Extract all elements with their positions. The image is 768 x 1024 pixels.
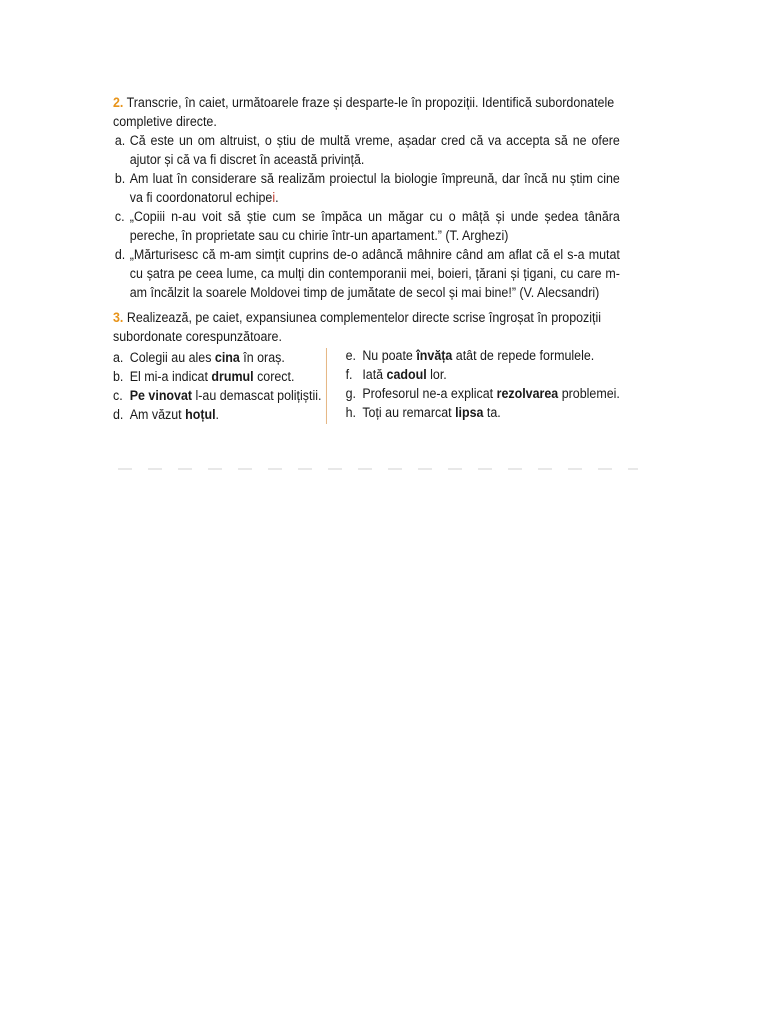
exercise-3-right-column xyxy=(327,346,620,424)
exercise-3-item-a xyxy=(113,348,326,367)
item-post: lor. xyxy=(426,367,447,382)
item-pre: Am văzut xyxy=(129,407,186,422)
exercise-3-item-h xyxy=(346,403,620,422)
item-bold: învăța xyxy=(416,348,453,363)
item-post: problemei. xyxy=(558,386,620,401)
exercise-2-instruction xyxy=(113,93,620,131)
exercise-content xyxy=(113,93,620,430)
item-post: l-au demascat polițiștii. xyxy=(192,388,322,403)
item-letter: f. xyxy=(345,367,353,382)
item-pre: Profesorul ne-a explicat xyxy=(362,386,497,401)
exercise-2-item-a xyxy=(113,131,620,169)
item-text: Am luat în considerare să realizăm proiectul la biologie împreună, dar încă nu știm cine va fi coordonatorul echipe xyxy=(129,171,620,205)
item-pre: El mi-a indicat xyxy=(129,369,212,384)
item-letter: h. xyxy=(345,405,356,420)
item-text-end: . xyxy=(275,190,279,205)
item-letter: a. xyxy=(113,350,124,365)
exercise-2-item-b xyxy=(113,169,620,207)
exercise-2-item-d xyxy=(113,245,620,302)
item-bold: cadoul xyxy=(386,367,427,382)
cropped-text-remnant xyxy=(118,468,638,470)
item-bold: Pe vinovat xyxy=(129,388,193,403)
item-bold: lipsa xyxy=(455,405,484,420)
exercise-3-item-b xyxy=(113,367,326,386)
item-pre: Toți au remarcat xyxy=(362,405,456,420)
exercise-3-item-f xyxy=(346,365,620,384)
exercise-3-columns xyxy=(113,346,620,424)
exercise-3-instruction xyxy=(113,308,620,346)
item-post: ta. xyxy=(483,405,501,420)
item-pre: Iată xyxy=(362,367,387,382)
item-letter: e. xyxy=(345,348,356,363)
item-letter: d. xyxy=(113,407,124,422)
item-bold: cina xyxy=(214,350,240,365)
item-letter: d. xyxy=(114,247,126,262)
item-text-highlight: i xyxy=(272,190,276,205)
exercise-2 xyxy=(113,93,620,302)
item-post: corect. xyxy=(253,369,295,384)
exercise-2-item-c xyxy=(113,207,620,245)
item-text: Că este un om altruist, o știu de multă vreme, așadar cred că va accepta să ne ofere ajutor și că va fi discret în această privință. xyxy=(129,133,620,167)
item-post: . xyxy=(215,407,220,422)
exercise-2-items xyxy=(113,131,620,302)
item-letter: a. xyxy=(114,133,126,148)
item-post: atât de repede formulele. xyxy=(452,348,595,363)
exercise-3-item-e xyxy=(346,346,620,365)
item-letter: g. xyxy=(345,386,356,401)
exercise-3-item-d xyxy=(113,405,326,424)
item-pre: Colegii au ales xyxy=(129,350,215,365)
item-letter: b. xyxy=(114,171,126,186)
item-bold: rezolvarea xyxy=(496,386,559,401)
item-letter: b. xyxy=(113,369,124,384)
item-bold: drumul xyxy=(211,369,254,384)
item-letter: c. xyxy=(114,209,125,224)
exercise-3-left-column xyxy=(113,348,327,424)
exercise-2-number: 2. xyxy=(113,95,124,110)
exercise-3 xyxy=(113,308,620,424)
exercise-3-item-g xyxy=(346,384,620,403)
exercise-3-instruction-text: Realizează, pe caiet, expansiunea complementelor directe scrise îngroșat în propoziții subordonate corespunzătoare. xyxy=(113,310,602,344)
exercise-3-item-c xyxy=(113,386,326,405)
item-text: „Mărturisesc că m-am simțit cuprins de-o adâncă mâhnire când am aflat că el s-a mutat cu șatra pe ceea lume, ca mulți din contemporanii mei, boieri, țărani și țigani, cu care m-am încălzit la soarele Moldovei timp de jumătate de secol și mai bine!” (V. Alecsandri) xyxy=(129,247,620,300)
exercise-2-instruction-text: Transcrie, în caiet, următoarele fraze și desparte-le în propoziții. Identifică subordonatele completive directe. xyxy=(113,95,615,129)
item-post: în oraș. xyxy=(239,350,285,365)
item-letter: c. xyxy=(113,388,123,403)
item-bold: hoțul xyxy=(185,407,216,422)
exercise-3-number: 3. xyxy=(113,310,124,325)
item-pre: Nu poate xyxy=(362,348,417,363)
item-text: „Copiii n-au voit să știe cum se împăca un măgar cu o mâță și unde ședea tânăra pereche, în proprietate sau cu chirie într-un apartament.” (T. Arghezi) xyxy=(129,209,620,243)
